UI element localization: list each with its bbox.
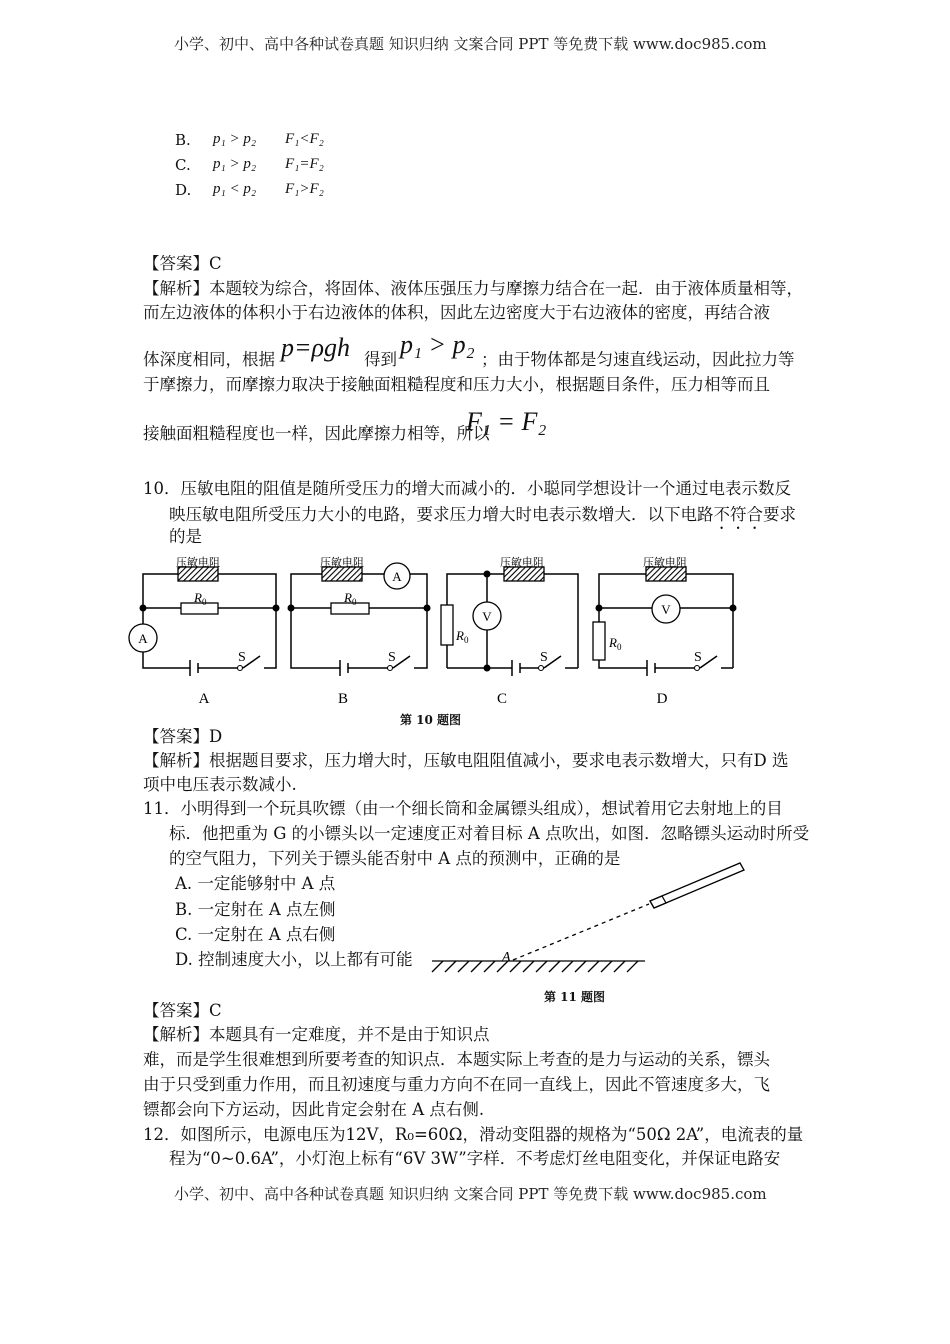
q9-analysis-line1: 【解析】本题较为综合，将固体、液体压强压力与摩擦力结合在一起．由于液体质量相等， xyxy=(143,279,803,298)
q11-option-b[interactable]: B. 一定射在 A 点左侧 xyxy=(175,900,336,919)
q9-analysis-line5: 接触面粗糙程度也一样，因此摩擦力相等，所以 xyxy=(143,424,490,443)
svg-text:A: A xyxy=(392,569,402,584)
pressure-resistor-a xyxy=(178,567,218,581)
q11-option-c[interactable]: C. 一定射在 A 点右侧 xyxy=(175,925,336,944)
q9-analysis-line4: 于摩擦力，而摩擦力取决于接触面粗糙程度和压力大小，根据题目条件，压力相等而且 xyxy=(143,375,770,394)
q9-analysis-line3c: ；由于物体都是匀速直线运动，因此拉力等 xyxy=(481,350,795,369)
q10-answer: 【答案】D xyxy=(143,727,223,746)
q11-analysis-line4: 镖都会向下方运动，因此肯定会射在 A 点右侧. xyxy=(143,1100,485,1119)
r0-label-d: $R_0$ xyxy=(609,635,622,652)
r0-label-c: $R_0$ xyxy=(456,628,469,645)
q11-option-d[interactable]: D. 控制速度大小，以上都有可能 xyxy=(175,950,413,969)
switch-label-a: S xyxy=(238,650,246,665)
q9-analysis-line3a: 体深度相同，根据 xyxy=(143,350,275,369)
q11-option-a[interactable]: A. 一定能够射中 A 点 xyxy=(175,874,336,893)
circuit-a xyxy=(143,574,276,676)
q9-option-c[interactable]: C. p₁ > p₂ F₁=F₂ xyxy=(175,156,324,174)
pressure-resistor-label-a: 压敏电阻 xyxy=(176,557,220,569)
circuit-label-d: D xyxy=(656,691,668,707)
q9-analysis-line2: 而左边液体的体积小于右边液体的体积，因此左边密度大于右边液体的密度，再结合液 xyxy=(143,303,770,322)
q11-stem-line2: 标．他把重为 G 的小镖头以一定速度正对着目标 A 点吹出，如图．忽略镖头运动时所受 xyxy=(169,824,810,843)
q10-stem-line1: 10．压敏电阻的阻值是随所受压力的增大而减小的．小聪同学想设计一个通过电表示数反 xyxy=(143,479,791,498)
q11-figure-caption: 第 11 题图 xyxy=(544,990,606,1004)
q11-answer: 【答案】C xyxy=(143,1001,222,1020)
q9-option-b[interactable]: B. p₁ > p₂ F₁<F₂ xyxy=(175,131,324,149)
q11-stem-line1: 11．小明得到一个玩具吹镖（由一个细长筒和金属镖头组成），想试着用它去射地上的目 xyxy=(143,799,783,818)
point-a-label: A xyxy=(502,950,511,965)
svg-text:V: V xyxy=(482,609,492,624)
circuit-label-b: B xyxy=(337,691,349,707)
q10-analysis-line1: 【解析】根据题目要求，压力增大时，压敏电阻阻值减小，要求电表示数增大，只有D 选 xyxy=(143,751,789,770)
pressure-resistor-c xyxy=(504,567,544,581)
pressure-resistor-label-c: 压敏电阻 xyxy=(500,557,544,569)
formula-p-rho-g-h: p=ρgh xyxy=(281,333,351,362)
r0-label-a: $R_0$ xyxy=(194,590,207,607)
q11-analysis-line2: 难，而是学生很难想到所要考查的知识点．本题实际上考查的是力与运动的关系，镖头 xyxy=(143,1050,770,1069)
q10-stem-line2: 映压敏电阻所受压力大小的电路，要求压力增大时电表示数增大．以下电路不符合要求 xyxy=(169,505,796,524)
circuit-label-a: A xyxy=(198,691,210,707)
q10-emphasis: 不符合 xyxy=(713,505,763,524)
q11-stem-line3: 的空气阻力，下列关于镖头能否射中 A 点的预测中，正确的是 xyxy=(169,849,621,868)
circuit-d xyxy=(599,574,733,676)
pressure-resistor-b xyxy=(322,567,362,581)
voltmeter-c xyxy=(473,602,501,630)
q10-analysis-line2: 项中电压表示数减小. xyxy=(143,775,297,794)
r0-resistor-d xyxy=(593,622,605,660)
svg-text:V: V xyxy=(661,602,671,617)
formula-f1-eq-f2: F₁ = F₂ xyxy=(466,407,547,436)
junction-dots xyxy=(140,571,737,672)
q10-figure-caption: 第 10 题图 xyxy=(400,713,462,727)
pressure-resistor-d xyxy=(646,567,686,581)
blowpipe xyxy=(650,863,744,908)
ammeter-b xyxy=(384,563,410,589)
circuit-c xyxy=(447,574,578,676)
page-footer: 小学、初中、高中各种试卷真题 知识归纳 文案合同 PPT 等免费下载 www.doc985.com xyxy=(174,1185,767,1203)
trajectory-line xyxy=(513,904,649,960)
formula-p1-gt-p2: p₁ > p₂ xyxy=(400,330,475,359)
q9-analysis-line3b: 得到 xyxy=(364,350,397,369)
switch-label-d: S xyxy=(694,650,702,665)
voltmeter-d xyxy=(652,595,680,623)
r0-resistor-c xyxy=(441,605,453,645)
pressure-resistor-label-b: 压敏电阻 xyxy=(320,557,364,569)
q11-analysis-line1: 【解析】本题具有一定难度，并不是由于知识点 xyxy=(143,1025,490,1044)
page-header: 小学、初中、高中各种试卷真题 知识归纳 文案合同 PPT 等免费下载 www.doc985.com xyxy=(174,35,767,53)
q10-circuit-figure xyxy=(120,548,760,728)
q10-stem-line3: 的是 xyxy=(169,527,202,546)
r0-label-b: $R_0$ xyxy=(344,590,357,607)
q9-answer: 【答案】C xyxy=(143,254,222,273)
pressure-resistor-label-d: 压敏电阻 xyxy=(643,557,687,569)
q11-dart-figure xyxy=(420,855,750,980)
svg-text:A: A xyxy=(138,631,148,646)
q9-option-d[interactable]: D. p₁ < p₂ F₁>F₂ xyxy=(175,181,324,199)
q12-stem-line1: 12．如图所示，电源电压为12V，R₀=60Ω，滑动变阻器的规格为“50Ω 2A”，电流表的量 xyxy=(143,1125,804,1144)
circuit-b xyxy=(291,574,427,676)
switch-label-b: S xyxy=(388,650,396,665)
ground-hatching xyxy=(432,961,638,972)
q12-stem-line2: 程为“0~0.6A”，小灯泡上标有“6V 3W”字样．不考虑灯丝电阻变化，并保证电路安 xyxy=(169,1149,781,1168)
q11-analysis-line3: 由于只受到重力作用，而且初速度与重力方向不在同一直线上，因此不管速度多大，飞 xyxy=(143,1075,770,1094)
circuit-label-c: C xyxy=(496,691,508,707)
ammeter-a xyxy=(129,624,157,652)
switch-label-c: S xyxy=(540,650,548,665)
